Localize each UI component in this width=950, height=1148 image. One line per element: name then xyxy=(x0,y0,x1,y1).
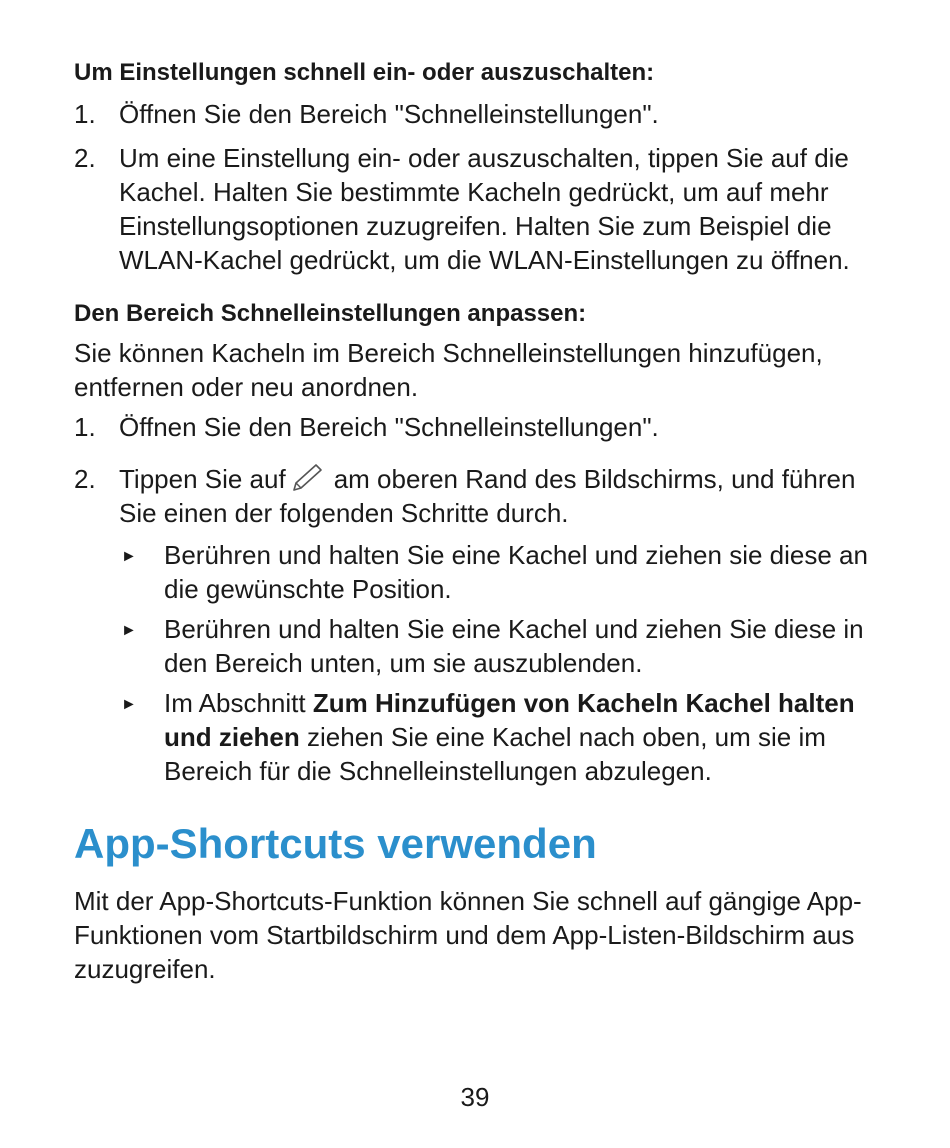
bullet-marker: ► xyxy=(121,548,137,565)
list-number: 2. xyxy=(74,143,96,173)
list-item xyxy=(119,538,874,606)
section-heading-customize-quick-settings: Den Bereich Schnelleinstellungen anpassen: xyxy=(74,300,587,327)
pencil-icon xyxy=(290,463,328,493)
page-number: 39 xyxy=(460,1082,490,1112)
list-item-text: Um eine Einstellung ein- oder auszuschalten, tippen Sie auf die Kachel. Halten Sie bestimmte Kacheln gedrückt, um auf mehr Einstellungsoptionen zuzugreifen. Halten Sie zum Beispiel die WLAN-Kachel gedrückt, um die WLAN-Einstellungen zu öffnen. xyxy=(119,143,850,275)
list-number: 1. xyxy=(74,412,96,442)
customize-steps-list xyxy=(74,410,874,530)
list-item-text-bold: Zum Hinzufügen von Kacheln Kachel halten und ziehen xyxy=(164,688,855,752)
list-number: 1. xyxy=(74,99,96,129)
list-item-text: Öffnen Sie den Bereich "Schnelleinstellungen". xyxy=(119,99,659,129)
bullet-marker: ► xyxy=(121,622,137,639)
list-item-text-before-icon: Tippen Sie auf xyxy=(119,464,286,494)
section-body: Mit der App-Shortcuts-Funktion können Sie schnell auf gängige App-Funktionen vom Startbildschirm und dem App-Listen-Bildschirm aus zuzugreifen. xyxy=(74,886,862,984)
intro-paragraph: Sie können Kacheln im Bereich Schnelleinstellungen hinzufügen, entfernen oder neu anordnen. xyxy=(74,338,823,402)
document-page xyxy=(74,56,874,986)
toggle-steps-list xyxy=(74,97,874,277)
section-title: App-Shortcuts verwenden xyxy=(74,820,597,867)
bullet-list xyxy=(119,538,874,788)
list-item xyxy=(119,612,874,680)
list-item-text-after-icon: am oberen Rand des Bildschirms, und führen Sie einen der folgenden Schritte durch. xyxy=(119,464,856,528)
list-item xyxy=(119,686,874,788)
bullet-marker: ► xyxy=(121,696,137,713)
list-item xyxy=(74,462,874,530)
list-item xyxy=(74,410,874,444)
list-item xyxy=(74,141,874,277)
list-item-text: Öffnen Sie den Bereich "Schnelleinstellungen". xyxy=(119,412,659,442)
list-item-text: Berühren und halten Sie eine Kachel und ziehen sie diese an die gewünschte Position. xyxy=(164,540,868,604)
section-heading-toggle-settings: Um Einstellungen schnell ein- oder auszuschalten: xyxy=(74,59,655,86)
list-item-text-suffix: ziehen Sie eine Kachel nach oben, um sie im Bereich für die Schnelleinstellungen abzulegen. xyxy=(164,722,826,786)
list-number: 2. xyxy=(74,464,96,494)
list-item xyxy=(74,97,874,131)
list-item-text: Berühren und halten Sie eine Kachel und ziehen Sie diese in den Bereich unten, um sie auszublenden. xyxy=(164,614,864,678)
list-item-text-prefix: Im Abschnitt xyxy=(164,688,306,718)
